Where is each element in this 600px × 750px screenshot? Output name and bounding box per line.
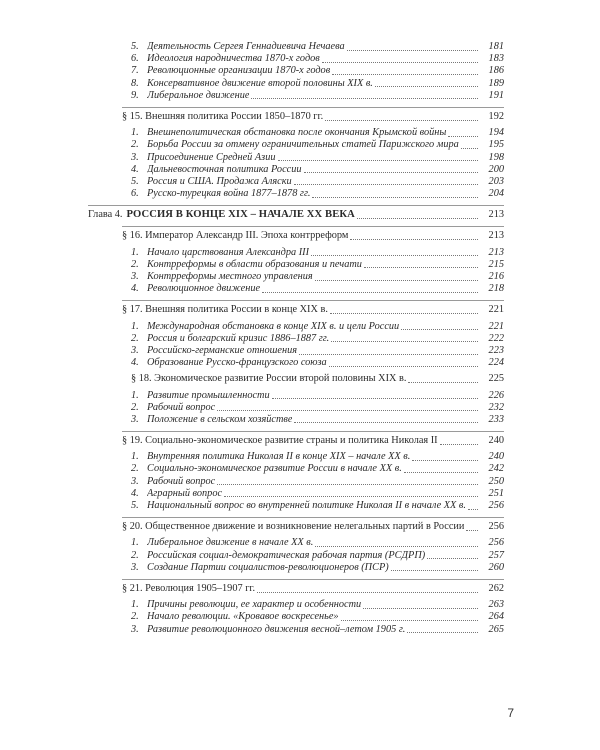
dot-leader (315, 546, 478, 547)
chapter-title: РОССИЯ В КОНЦЕ XIX – НАЧАЛЕ XX ВЕКА (126, 209, 355, 221)
toc-item (88, 345, 504, 357)
dot-leader (329, 366, 478, 367)
page-ref: 218 (488, 283, 504, 295)
item-number: 3. (131, 151, 139, 163)
item-number: 3. (131, 413, 139, 425)
section-divider (122, 107, 504, 108)
page-ref: 265 (488, 623, 504, 635)
toc-section-18 (88, 373, 504, 385)
dot-leader (468, 509, 478, 510)
dot-leader (391, 570, 478, 571)
toc-item (88, 463, 504, 475)
toc-item (88, 65, 504, 77)
toc-item (88, 164, 504, 176)
item-number: 2. (131, 549, 139, 561)
item-number: 7. (131, 65, 139, 77)
section-title: § 17. Внешняя политика России в конце XIX в. (122, 304, 328, 316)
table-of-contents (88, 41, 504, 636)
dot-leader (315, 280, 478, 281)
item-title: Либеральное движение (147, 89, 250, 101)
toc-item (88, 500, 504, 512)
item-title: Контрреформы в области образования и печати (147, 258, 362, 270)
item-title: Международная обстановка в конце XIX в. и цели России (147, 320, 400, 332)
dot-leader (331, 341, 478, 342)
dot-leader (350, 239, 478, 240)
page-ref: 215 (488, 258, 504, 270)
item-title: Идеология народничества 1870-х годов (147, 53, 320, 65)
item-number: 2. (131, 139, 139, 151)
item-number: 3. (131, 271, 139, 282)
page-ref: 224 (488, 357, 504, 369)
page-ref: 256 (488, 537, 504, 549)
item-number: 2. (131, 258, 139, 270)
dot-leader (332, 74, 478, 75)
item-title: Рабочий вопрос (147, 475, 216, 487)
page-ref: 225 (488, 373, 504, 385)
section-title: § 18. Экономическое развитие России второй половины XIX в. (131, 373, 407, 385)
item-number: 5. (131, 175, 139, 187)
item-title: Революционные организации 1870-х годов (147, 65, 331, 77)
toc-item (88, 41, 504, 53)
dot-leader (347, 50, 478, 51)
section-divider (122, 579, 504, 580)
item-title: Россия и болгарский кризис 1886–1887 гг. (147, 332, 330, 344)
toc-list-sec18-items (88, 390, 504, 427)
dot-leader (312, 197, 478, 198)
page-ref: 181 (488, 41, 504, 52)
dot-leader (461, 148, 478, 149)
section-title: § 21. Революция 1905–1907 гг. (122, 582, 256, 594)
toc-item (88, 333, 504, 345)
page-ref: 226 (488, 389, 504, 401)
page-ref: 213 (488, 246, 504, 258)
item-title: Российская социал-демократическая рабочая партия (РСДРП) (147, 549, 426, 561)
item-title: Развитие революционного движения весной–летом 1905 г. (147, 623, 406, 635)
toc-item (88, 78, 504, 90)
item-number: 3. (131, 623, 139, 635)
dot-leader (412, 460, 478, 461)
page-ref: 183 (488, 53, 504, 65)
dot-leader (364, 267, 478, 268)
toc-item (88, 321, 504, 333)
toc-item (88, 562, 504, 574)
item-number: 1. (131, 320, 139, 332)
item-number: 2. (131, 463, 139, 475)
toc-list-sec14-items (88, 41, 504, 102)
dot-leader (278, 160, 479, 161)
page-ref: 191 (488, 89, 504, 101)
page-ref: 221 (488, 320, 504, 332)
item-title: Борьба России за отмену ограничительных статей Парижского мира (147, 139, 459, 151)
chapter-divider (88, 205, 504, 206)
item-number: 3. (131, 344, 139, 356)
item-title: Рабочий вопрос (147, 401, 216, 413)
dot-leader (251, 98, 478, 99)
page-number: 7 (507, 706, 514, 720)
toc-item (88, 259, 504, 271)
item-number: 2. (131, 332, 139, 344)
page-ref: 240 (488, 435, 504, 447)
page-ref: 216 (488, 271, 504, 282)
toc-item (88, 390, 504, 402)
toc-item (88, 476, 504, 488)
item-number: 2. (131, 611, 139, 623)
item-title: Начало царствования Александра III (147, 246, 310, 258)
item-title: Присоединение Средней Азии (147, 151, 276, 163)
item-number: 4. (131, 163, 139, 175)
item-title: Начало революции. «Кровавое воскресенье» (147, 611, 339, 623)
item-number: 3. (131, 561, 139, 573)
dot-leader (224, 496, 478, 497)
toc-item (88, 414, 504, 426)
section-title: § 16. Император Александр III. Эпоха контрреформ (122, 230, 349, 242)
toc-item (88, 139, 504, 151)
page-ref: 257 (488, 549, 504, 561)
item-title: Русско-турецкая война 1877–1878 гг. (147, 188, 311, 200)
page-ref: 232 (488, 401, 504, 413)
dot-leader (408, 382, 478, 383)
page-ref: 250 (488, 475, 504, 487)
item-number: 1. (131, 537, 139, 549)
section-divider (122, 431, 504, 432)
dot-leader (427, 558, 478, 559)
item-title: Аграрный вопрос (147, 487, 223, 499)
toc-item (88, 90, 504, 102)
toc-item (88, 488, 504, 500)
dot-leader (357, 218, 478, 219)
page-ref: 192 (488, 110, 504, 122)
dot-leader (404, 472, 478, 473)
page-ref: 242 (488, 463, 504, 475)
toc-list-sec20-items (88, 537, 504, 574)
toc-section-17 (88, 304, 504, 316)
page-ref: 223 (488, 344, 504, 356)
dot-leader (407, 632, 478, 633)
page-ref: 222 (488, 332, 504, 344)
page-ref: 204 (488, 188, 504, 200)
dot-leader (325, 120, 478, 121)
item-number: 6. (131, 53, 139, 65)
page-ref: 251 (488, 487, 504, 499)
page-ref: 203 (488, 175, 504, 187)
toc-item (88, 611, 504, 623)
item-number: 1. (131, 246, 139, 258)
dot-leader (294, 422, 478, 423)
item-number: 3. (131, 475, 139, 487)
item-title: Национальный вопрос во внутренней политике Николая II в начале XX в. (147, 500, 466, 511)
item-title: Образование Русско-французского союза (147, 357, 327, 369)
page-ref: 263 (488, 599, 504, 611)
dot-leader (272, 398, 478, 399)
item-title: Дальневосточная политика России (147, 163, 302, 175)
dot-leader (341, 620, 478, 621)
toc-list-sec16-items (88, 247, 504, 296)
page-ref: 194 (488, 127, 504, 139)
item-title: Контрреформы местного управления (147, 271, 313, 282)
item-title: Внешнеполитическая обстановка после окончания Крымской войны (147, 127, 447, 139)
toc-section-15 (88, 111, 504, 123)
dot-leader (262, 292, 478, 293)
item-number: 1. (131, 389, 139, 401)
item-number: 6. (131, 188, 139, 200)
item-number: 5. (131, 41, 139, 52)
page-ref: 256 (488, 500, 504, 511)
toc-item (88, 402, 504, 414)
toc-item (88, 271, 504, 283)
item-number: 4. (131, 487, 139, 499)
item-number: 4. (131, 283, 139, 295)
item-title: Создание Партии социалистов-революционеров (ПСР) (147, 561, 389, 573)
item-title: Внутренняя политика Николая II в конце XIX – начале XX в. (147, 451, 411, 463)
page-ref: 200 (488, 163, 504, 175)
item-number: 9. (131, 89, 139, 101)
chapter-label: Глава 4. (88, 209, 123, 221)
toc-item (88, 451, 504, 463)
item-title: Консервативное движение второй половины XIX в. (147, 77, 373, 89)
toc-section-20 (88, 521, 504, 533)
item-number: 1. (131, 451, 139, 463)
page-ref: 221 (488, 304, 504, 316)
item-title: Положение в сельском хозяйстве (147, 413, 293, 425)
toc-item (88, 550, 504, 562)
section-title: § 15. Внешняя политика России 1850–1870 гг. (122, 110, 324, 122)
dot-leader (375, 86, 478, 87)
toc-section-21 (88, 583, 504, 595)
page-ref: 186 (488, 65, 504, 77)
section-title: § 19. Социально-экономическое развитие страны и политика Николая II (122, 435, 438, 447)
page-ref: 240 (488, 451, 504, 463)
item-title: Либеральное движение в начале XX в. (147, 537, 314, 549)
dot-leader (401, 329, 478, 330)
item-title: Революционное движение (147, 283, 261, 295)
section-title: § 20. Общественное движение и возникновение нелегальных партий в России (122, 521, 465, 533)
section-divider (122, 517, 504, 518)
toc-item (88, 127, 504, 139)
toc-list-sec19-items (88, 451, 504, 512)
toc-list-sec17-items (88, 321, 504, 370)
page-ref: 195 (488, 139, 504, 151)
dot-leader (311, 255, 478, 256)
toc-item (88, 599, 504, 611)
item-title: Развитие промышленности (147, 389, 270, 401)
toc-item (88, 283, 504, 295)
dot-leader (466, 530, 478, 531)
page-ref: 256 (488, 521, 504, 533)
page-ref: 189 (488, 77, 504, 89)
page-ref: 213 (488, 230, 504, 242)
toc-item (88, 176, 504, 188)
dot-leader (217, 484, 478, 485)
dot-leader (330, 313, 478, 314)
toc-item (88, 53, 504, 65)
dot-leader (440, 444, 478, 445)
page-ref: 198 (488, 151, 504, 163)
section-divider (122, 300, 504, 301)
dot-leader (304, 172, 478, 173)
toc-item (88, 624, 504, 636)
dot-leader (322, 62, 478, 63)
toc-item (88, 152, 504, 164)
toc-item (88, 247, 504, 259)
item-number: 8. (131, 77, 139, 89)
toc-list-sec21-items (88, 599, 504, 636)
item-number: 5. (131, 500, 139, 511)
section-divider (122, 226, 504, 227)
dot-leader (257, 592, 478, 593)
page-ref: 262 (488, 582, 504, 594)
item-title: Россия и США. Продажа Аляски (147, 175, 292, 187)
toc-item (88, 188, 504, 200)
item-title: Деятельность Сергея Геннадиевича Нечаева (147, 41, 345, 52)
page-ref: 213 (488, 209, 504, 221)
item-number: 1. (131, 599, 139, 611)
item-number: 1. (131, 127, 139, 139)
item-title: Социально-экономическое развитие России в начале XX в. (147, 463, 402, 475)
toc-item (88, 537, 504, 549)
page-ref: 233 (488, 413, 504, 425)
item-number: 4. (131, 357, 139, 369)
dot-leader (299, 354, 478, 355)
toc-list-sec15-items (88, 127, 504, 200)
toc-section-16 (88, 230, 504, 242)
dot-leader (448, 136, 478, 137)
page-ref: 260 (488, 561, 504, 573)
dot-leader (217, 410, 478, 411)
item-number: 2. (131, 401, 139, 413)
page-ref: 264 (488, 611, 504, 623)
toc-section-19 (88, 435, 504, 447)
dot-leader (363, 608, 478, 609)
item-title: Причины революции, ее характер и особенности (147, 599, 362, 611)
toc-item (88, 357, 504, 369)
toc-chapter-4 (88, 209, 504, 221)
item-title: Российско-германские отношения (147, 344, 298, 356)
dot-leader (294, 184, 478, 185)
